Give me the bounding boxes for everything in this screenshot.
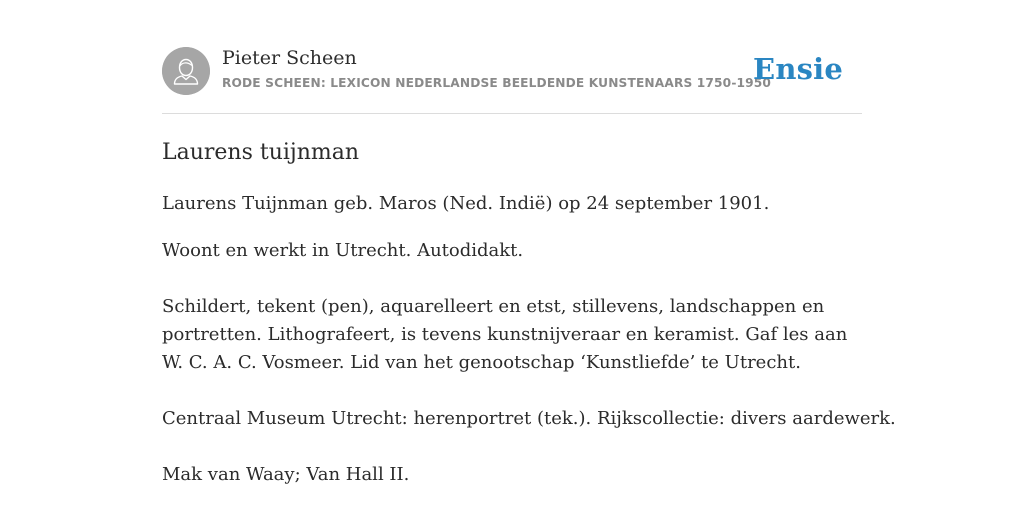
ensie-logo[interactable]: Ensie xyxy=(753,52,843,86)
article-paragraph: Laurens Tuijnman geb. Maros (Ned. Indië) op 24 september 1901. xyxy=(162,193,770,214)
article-paragraph: Schildert, tekent (pen), aquarelleert en etst, stillevens, landschappen en portretten. Lithografeert, is tevens kunstnijveraar en keramist. Gaf les aan W. C. A. C. Vosmeer. Lid van het genootschap ‘Kunstliefde’ te Utrecht. xyxy=(162,296,848,373)
user-avatar-icon xyxy=(162,47,210,95)
header-divider xyxy=(162,113,862,114)
article-paragraph: Centraal Museum Utrecht: herenportret (tek.). Rijkscollectie: divers aardewerk. xyxy=(162,408,896,429)
article-paragraph: Mak van Waay; Van Hall II. xyxy=(162,464,410,485)
article-title: Laurens tuijnman xyxy=(162,140,360,165)
article-header xyxy=(162,46,862,96)
author-avatar[interactable] xyxy=(162,47,210,95)
source-publication[interactable]: RODE SCHEEN: LEXICON NEDERLANDSE BEELDENDE KUNSTENAARS 1750-1950 xyxy=(222,76,772,90)
author-name[interactable]: Pieter Scheen xyxy=(222,47,357,69)
article-paragraph: Woont en werkt in Utrecht. Autodidakt. xyxy=(162,240,524,261)
